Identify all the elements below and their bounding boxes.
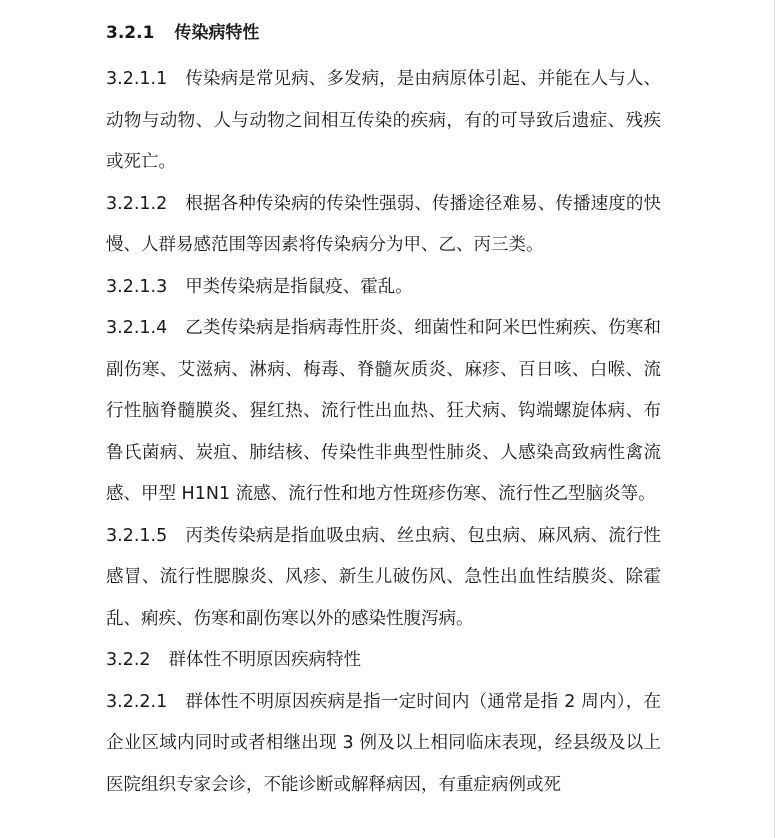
paragraph-text: 传染病是常见病、多发病，是由病原体引起、并能在人与人、动物与动物、人与动物之间相互传染的疾病，有的可导致后遗症、残疾或死亡。 — [106, 69, 661, 172]
paragraph-number: 3.2.1.4 — [106, 318, 168, 338]
paragraph-3-2-1-2 — [106, 184, 661, 267]
subsection-heading — [106, 640, 661, 682]
paragraph-3-2-1-5 — [106, 516, 661, 641]
paragraph-number: 3.2.1.2 — [106, 193, 168, 214]
paragraph-3-2-1-3 — [106, 267, 661, 309]
paragraph-number: 3.2.1.3 — [106, 276, 168, 297]
paragraph-text: 群体性不明原因疾病是指一定时间内（通常是指 2 周内），在企业区域内同时或者相继出现 3 例及以上相同临床表现，经县级及以上医院组织专家会诊，不能诊断或解释病因，有重症病例或死 — [106, 691, 661, 795]
section-number: 3.2.1 — [106, 23, 155, 43]
section-title: 传染病特性 — [174, 23, 260, 43]
paragraph-3-2-2-1 — [106, 682, 661, 807]
section-heading — [106, 17, 661, 49]
paragraph-text: 丙类传染病是指血吸虫病、丝虫病、包虫病、麻风病、流行性感冒、流行性腮腺炎、风疹、新生儿破伤风、急性出血性结膜炎、除霍乱、痢疾、伤寒和副伤寒以外的感染性腹泻病。 — [106, 525, 661, 629]
paragraph-text: 甲类传染病是指鼠疫、霍乱。 — [185, 276, 413, 297]
subsection-number: 3.2.2 — [106, 650, 151, 670]
paragraph-number: 3.2.2.1 — [106, 691, 168, 712]
page-edge-border — [774, 0, 775, 838]
paragraph-text: 乙类传染病是指病毒性肝炎、细菌性和阿米巴性痢疾、伤寒和副伤寒、艾滋病、淋病、梅毒、脊髓灰质炎、麻疹、百日咳、白喉、流行性脑脊髓膜炎、猩红热、流行性出血热、狂犬病、钩端螺旋体病、布鲁氏菌病、炭疽、肺结核、传染性非典型性肺炎、人感染高致病性禽流感、甲型 H1N1 流感、流行性和地方性斑疹伤寒、流行性乙型脑炎等。 — [106, 318, 661, 504]
document-page — [106, 17, 661, 806]
paragraph-number: 3.2.1.1 — [106, 69, 168, 89]
paragraph-3-2-1-4 — [106, 308, 661, 516]
paragraph-text: 根据各种传染病的传染性强弱、传播途径难易、传播速度的快慢、人群易感范围等因素将传染病分为甲、乙、丙三类。 — [106, 193, 661, 255]
paragraph-3-2-1-1 — [106, 59, 661, 184]
subsection-title: 群体性不明原因疾病特性 — [168, 650, 362, 670]
paragraph-number: 3.2.1.5 — [106, 525, 168, 546]
